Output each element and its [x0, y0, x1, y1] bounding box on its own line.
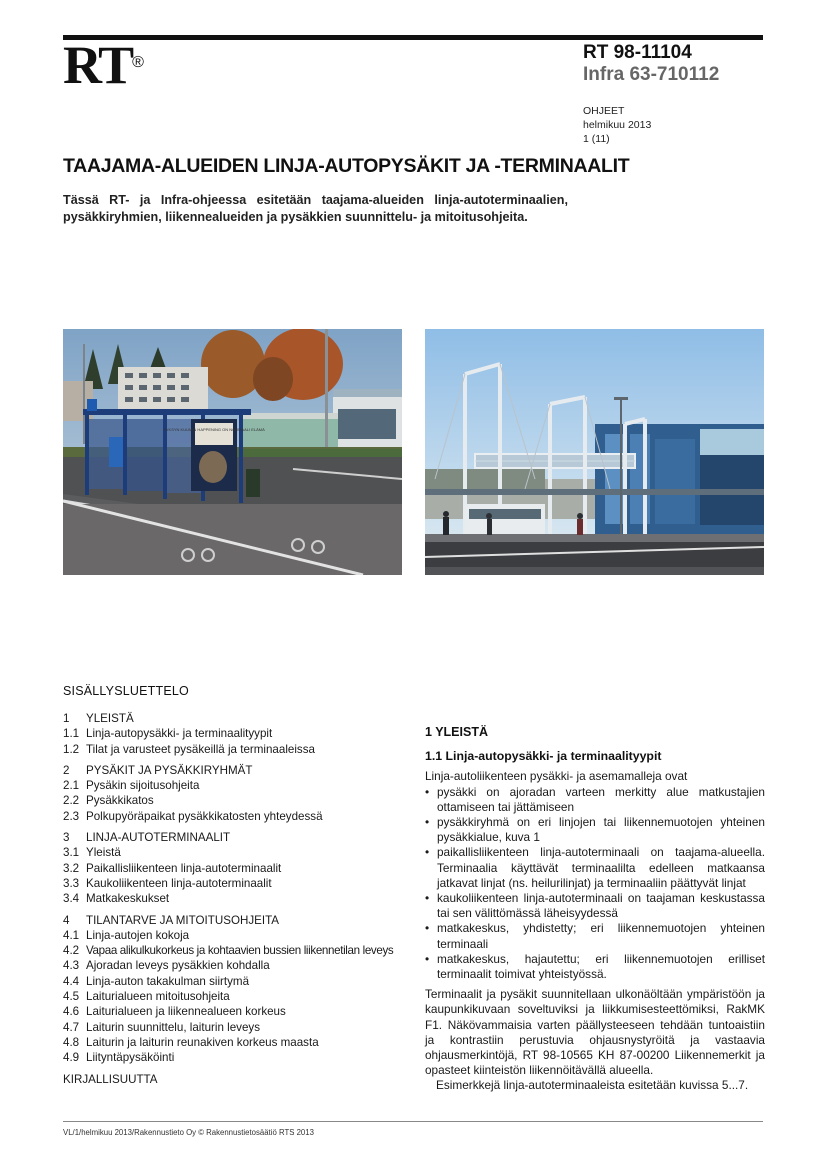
footer-rule [63, 1121, 763, 1122]
lead-paragraph: Linja-autoliikenteen pysäkki- ja asemamalleja ovat [425, 769, 688, 784]
toc-item[interactable] [63, 726, 413, 741]
toc-number: 4.4 [63, 974, 80, 988]
toc-number: 1.1 [63, 727, 80, 741]
toc-item[interactable] [63, 1035, 413, 1050]
toc-number: 4.7 [63, 1020, 80, 1034]
toc-number: 2.3 [63, 809, 80, 823]
toc-group-1 [63, 711, 413, 757]
rt-code: RT 98-11104 [583, 42, 692, 63]
photo-bus-terminal [425, 329, 764, 575]
list-item: • matkakeskus, hajautettu; eri liikennemuotojen erilliset terminaalit toimivat yhteistyössä. [425, 952, 765, 982]
toc-item[interactable] [63, 845, 413, 860]
toc-item[interactable] [63, 1004, 413, 1019]
toc-label: Laiturin suunnittelu, laiturin leveys [86, 1020, 261, 1034]
toc-label: Paikallisliikenteen linja-autoterminaalit [86, 861, 282, 875]
toc-label: Laiturin ja laiturin reunakiven korkeus maasta [86, 1035, 319, 1049]
toc-item[interactable] [63, 989, 413, 1004]
toc-group-2 [63, 763, 413, 824]
header-rule [63, 35, 763, 40]
toc-label: Linja-autojen kokoja [86, 928, 190, 942]
list-item: • matkakeskus, yhdistetty; eri liikennemuotojen yhteinen terminaali [425, 921, 765, 951]
toc-label: Vapaa alikulkukorkeus ja kohtaavien bussien liikennetilan leveys [86, 944, 394, 958]
toc-label: Ajoradan leveys pysäkkien kohdalla [86, 959, 270, 973]
footer-text: VL/1/helmikuu 2013/Rakennustieto Oy © Rakennustietosäätiö RTS 2013 [63, 1128, 314, 1137]
infra-code: Infra 63-710112 [583, 64, 720, 85]
toc-item[interactable] [63, 974, 413, 989]
toc-item[interactable] [63, 876, 413, 891]
toc-number: 2.2 [63, 794, 80, 808]
toc-item[interactable] [63, 958, 413, 973]
intro-paragraph: Tässä RT- ja Infra-ohjeessa esitetään taajama-alueiden linja-autoterminaalien, pysäkkiryhmien, liikennealueiden ja pysäkkien suunnittelu- ja mitoitusohjeita. [63, 193, 568, 224]
toc-number: 3 [63, 831, 70, 845]
toc-number: 4.8 [63, 1035, 80, 1049]
toc-number: 3.2 [63, 861, 80, 875]
toc-label: Matkakeskukset [86, 892, 170, 906]
toc-item[interactable] [63, 928, 413, 943]
body-paragraph: Esimerkkejä linja-autoterminaaleista esitetään kuvissa 5...7. [436, 1078, 749, 1093]
toc-number: 4.3 [63, 959, 80, 973]
toc-label: Tilat ja varusteet pysäkeillä ja terminaaleissa [86, 742, 315, 756]
toc-item[interactable] [63, 1050, 413, 1065]
toc-label: Laiturialueen mitoitusohjeita [86, 990, 230, 1004]
page-number: 1 (11) [583, 133, 610, 145]
toc-number: 1.2 [63, 742, 80, 756]
page-title: TAAJAMA-ALUEIDEN LINJA-AUTOPYSÄKIT JA -TERMINAALIT [63, 155, 630, 177]
toc-label: Polkupyöräpaikat pysäkkikatosten yhteydessä [86, 809, 323, 823]
bullet-list [425, 785, 765, 983]
list-item: • kaukoliikenteen linja-autoterminaali on taajaman keskustassa tai sen välittömässä läheisyydessä [425, 891, 765, 921]
toc-item[interactable] [63, 763, 413, 778]
logo-text: RT [63, 35, 133, 95]
toc-number: 2.1 [63, 779, 80, 793]
subsection-heading: 1.1 Linja-autopysäkki- ja terminaalityypit [425, 749, 662, 764]
toc-label: Linja-autopysäkki- ja terminaalityypit [86, 727, 273, 741]
toc-number: 1 [63, 712, 70, 725]
document-date: helmikuu 2013 [583, 119, 652, 131]
section-heading: 1 YLEISTÄ [425, 725, 488, 739]
toc-item[interactable] [63, 1020, 413, 1035]
list-item: • pysäkki on ajoradan varteen merkitty alue matkustajien ottamiseen tai jättämiseen [425, 785, 765, 815]
toc-item[interactable] [63, 830, 413, 845]
toc-item[interactable] [63, 861, 413, 876]
toc-label: Linja-auton takakulman siirtymä [86, 974, 250, 988]
toc-number: 3.3 [63, 876, 80, 890]
registered-mark: ® [132, 54, 144, 71]
photo-bus-stop-shelter [63, 329, 402, 575]
toc-group-4 [63, 913, 413, 1066]
toc-title: SISÄLLYSLUETTELO [63, 684, 189, 698]
poster-text: SYKSYN KUUMIN HAPPENING ON NORMAALI ELÄMÄ [163, 427, 265, 432]
toc-item[interactable] [63, 711, 413, 726]
rt-logo [63, 35, 144, 95]
toc-label: Pysäkin sijoitusohjeita [86, 779, 200, 793]
toc-label: Kaukoliikenteen linja-autoterminaalit [86, 876, 272, 890]
toc-item[interactable] [63, 891, 413, 906]
toc-item-literature[interactable]: KIRJALLISUUTTA [63, 1072, 158, 1086]
toc-label: Liityntäpysäköinti [86, 1051, 175, 1065]
toc-label: LINJA-AUTOTERMINAALIT [86, 831, 231, 845]
toc-item[interactable] [63, 809, 413, 824]
toc-number: 4.2 [63, 944, 80, 958]
document-meta [583, 104, 651, 146]
toc-number: 4.1 [63, 928, 80, 942]
toc-number: 4.9 [63, 1051, 80, 1065]
toc-number: 4.6 [63, 1005, 80, 1019]
list-item: • paikallisliikenteen linja-autoterminaali on taajama-alueella. Terminaalia käyttävät terminaalilta edelleen matkaansa jatkavat linjat (ns. heilurilinjat) ja terminaaliin päättyvät linjat [425, 845, 765, 891]
toc-label: TILANTARVE JA MITOITUSOHJEITA [86, 913, 280, 927]
body-paragraph: Terminaalit ja pysäkit suunnitellaan ulkonäöltään ympäristöön ja kaupunkikuvaan soveltuviksi ja liikkumisesteettömiksi, RakMK F1. Näkövammaisia varten päällysteeseen tehdään tuntoaistiin ja kontrastiin perustuvia ohjausnystyröitä ja vastaavia ohjausmerkintöjä, RT 98-10565 KH 87-00200 Liikennemerkit ja opasteet kiinteistön liikennöitävällä alueella. [425, 987, 765, 1078]
toc-item[interactable] [63, 778, 413, 793]
toc-group-3 [63, 830, 413, 906]
toc-number: 3.4 [63, 892, 80, 906]
list-item: • pysäkkiryhmä on eri linjojen tai liikennemuotojen yhteinen pysäkkialue, kuva 1 [425, 815, 765, 845]
toc-number: 4.5 [63, 990, 80, 1004]
toc-label: Laiturialueen ja liikennealueen korkeus [86, 1005, 286, 1019]
toc-label: Yleistä [86, 846, 121, 860]
document-type: OHJEET [583, 105, 625, 117]
table-of-contents [63, 711, 413, 1087]
toc-label: Pysäkkikatos [86, 794, 154, 808]
toc-label: YLEISTÄ [86, 712, 134, 725]
toc-number: 4 [63, 913, 70, 927]
toc-item[interactable] [63, 793, 413, 808]
toc-item[interactable] [63, 742, 413, 757]
toc-label: PYSÄKIT JA PYSÄKKIRYHMÄT [86, 763, 253, 777]
toc-number: 2 [63, 763, 70, 777]
toc-item[interactable] [63, 943, 413, 958]
section-1 [425, 725, 765, 1094]
toc-number: 3.1 [63, 846, 80, 860]
toc-item[interactable] [63, 913, 413, 928]
